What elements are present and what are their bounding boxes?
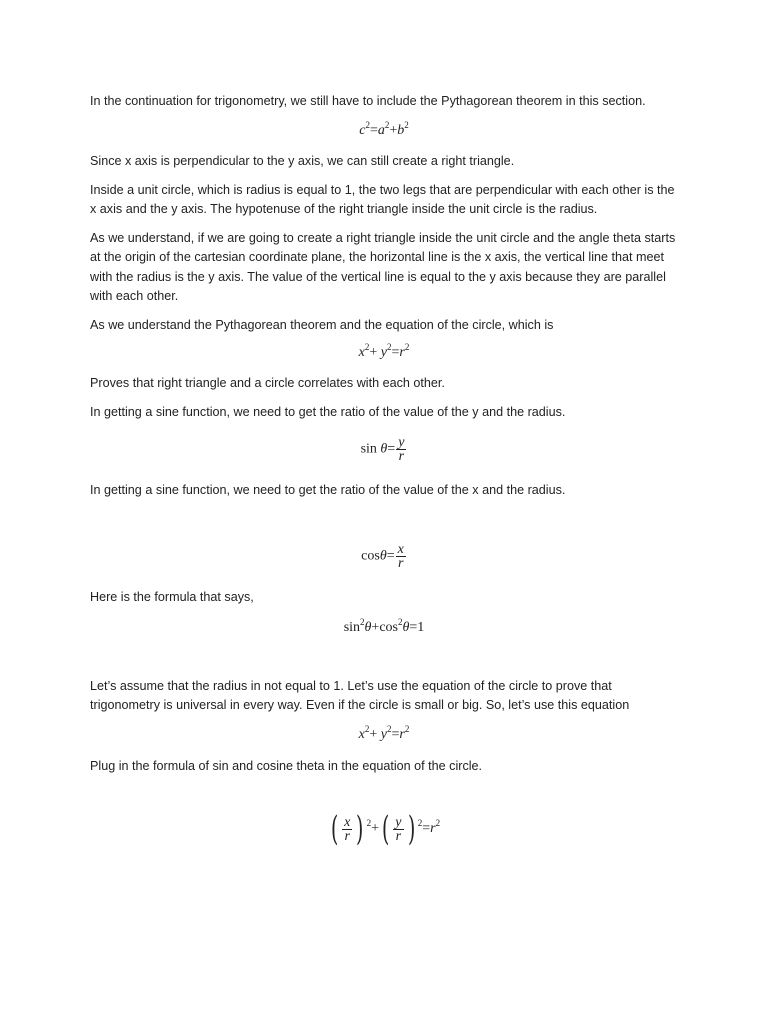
equation-cosine: cosθ= $\frac{x}{r}$ bbox=[361, 542, 404, 571]
fraction-x-over-r: $\frac{x}{r}$ bbox=[397, 542, 404, 571]
paragraph-formula: Here is the formula that says, bbox=[90, 590, 254, 604]
paragraph-proves: Proves that right triangle and a circle correlates with each other. bbox=[90, 376, 445, 390]
paragraph-assume-radius: Let’s assume that the radius in not equal to 1. Let’s use the equation of the circle to prove that trigonometry is universal in every way. Even if the circle is small or big. So, let’s use this equation bbox=[90, 679, 630, 713]
equation-substituted: ( $\frac{x}{r}$ ) $^2$+( $\frac{y}{r}$ ) $^2=r^2$ bbox=[0, 812, 768, 846]
equation-identity: $\sin^2\theta+\cos^2\theta=1$ bbox=[343, 617, 425, 635]
paragraph-unit-circle: Inside a unit circle, which is radius is equal to 1, the two legs that are perpendicular with each other is the x axis and the y axis. The hypotenuse of the right triangle inside the unit circle is the radius. bbox=[90, 183, 675, 217]
paragraph-intro: In the continuation for trigonometry, we still have to include the Pythagorean theorem in this section. bbox=[90, 94, 646, 108]
paren-group-x-over-r: ( $\frac{x}{r}$ ) bbox=[330, 809, 364, 849]
equation-circle: $x^2+ y^2=r^2$ bbox=[358, 342, 410, 360]
paragraph-circle-equation-intro: As we understand the Pythagorean theorem and the equation of the circle, which is bbox=[90, 318, 554, 332]
equation-pythagorean: $c^2=a^2+b^2$ bbox=[359, 120, 409, 138]
equation-sine: sin θ= $\frac{y}{r}$ bbox=[360, 435, 405, 464]
paragraph-right-triangle: Since x axis is perpendicular to the y axis, we can still create a right triangle. bbox=[90, 154, 515, 168]
paragraph-plug-in: Plug in the formula of sin and cosine theta in the equation of the circle. bbox=[90, 759, 483, 773]
paragraph-sine: In getting a sine function, we need to get the ratio of the value of the y and the radius. bbox=[90, 405, 566, 419]
equation-circle-repeat: $x^2+ y^2=r^2$ bbox=[358, 724, 410, 742]
paragraph-angle-theta: As we understand, if we are going to create a right triangle inside the unit circle and the angle theta starts at the origin of the cartesian coordinate plane, the horizontal line is the x axis, the vertical line that meet with the radius is the y axis. The value of the vertical line is equal to the y axis because they are parallel with each other. bbox=[90, 231, 676, 303]
paren-group-y-over-r: ( $\frac{y}{r}$ ) bbox=[382, 809, 415, 849]
fraction-y-over-r: $\frac{y}{r}$ bbox=[398, 435, 405, 464]
paragraph-cosine: In getting a sine function, we need to get the ratio of the value of the x and the radius. bbox=[90, 483, 566, 497]
